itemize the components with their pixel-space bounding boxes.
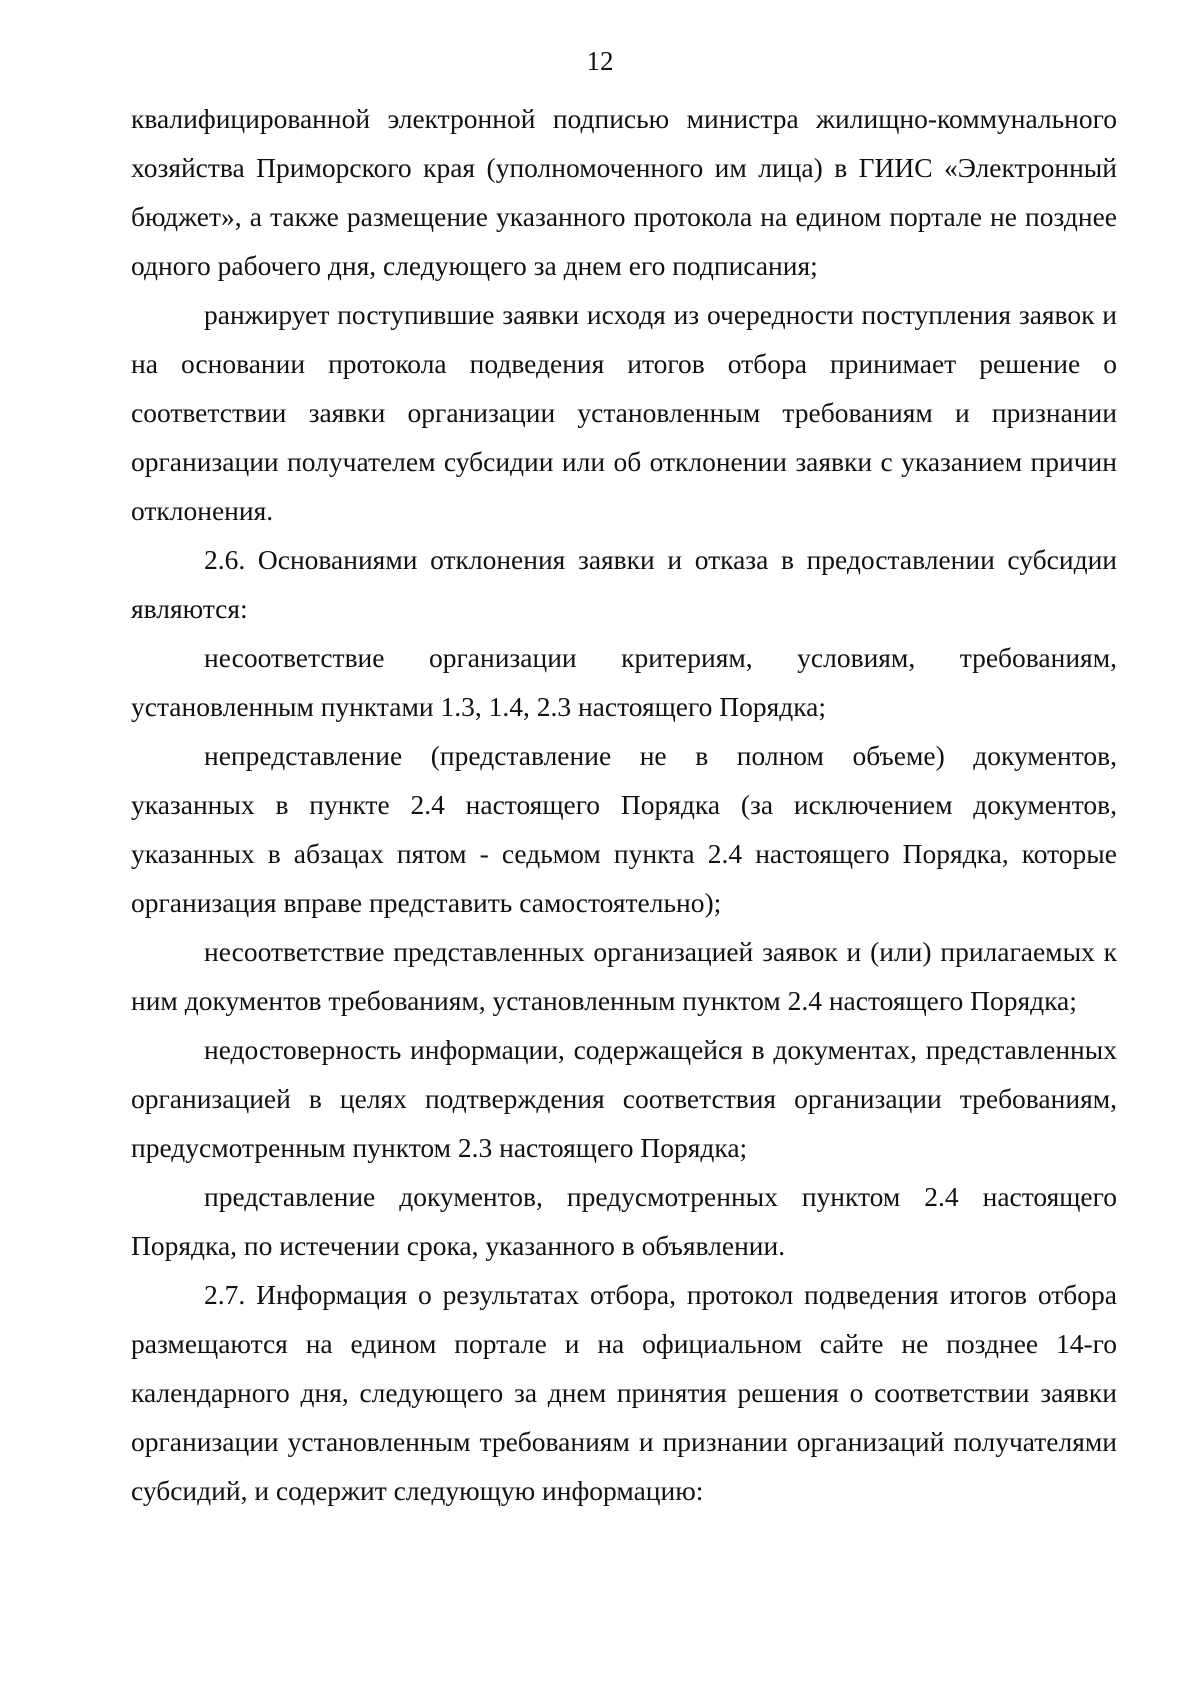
paragraph-non-submission: непредставление (представление не в полном объеме) документов, указанных в пункте 2.4 настоящего Порядка (за исключением документов, указанных в абзацах пятом - седьмом пункта 2.4 настоящего Порядка, которые организация вправе представить самостоятельно);: [131, 740, 1117, 918]
document-body: [131, 94, 1117, 1515]
page-number: 12: [586, 46, 614, 76]
paragraph-non-compliance-documents: несоответствие представленных организацией заявок и (или) прилагаемых к ним документов требованиям, установленным пунктом 2.4 настоящего Порядка;: [131, 936, 1117, 1016]
paragraph-unreliable-information: недостоверность информации, содержащейся в документах, представленных организацией в целях подтверждения соответствия организации требованиям, предусмотренным пунктом 2.3 настоящего Порядка;: [131, 1034, 1117, 1163]
paragraph-2-6-heading: 2.6. Основаниями отклонения заявки и отказа в предоставлении субсидии являются:: [131, 544, 1117, 624]
paragraph-non-compliance-criteria: несоответствие организации критериям, условиям, требованиям, установленным пунктами 1.3, 1.4, 2.3 настоящего Порядка;: [131, 642, 1117, 722]
paragraph-ranking: ранжирует поступившие заявки исходя из очередности поступления заявок и на основании протокола подведения итогов отбора принимает решение о соответствии заявки организации установленным требованиям и признании организации получателем субсидии или об отклонении заявки с указанием причин отклонения.: [131, 299, 1117, 526]
paragraph-continuation: квалифицированной электронной подписью министра жилищно-коммунального хозяйства Приморского края (уполномоченного им лица) в ГИИС «Электронный бюджет», а также размещение указанного протокола на едином портале не позднее одного рабочего дня, следующего за днем его подписания;: [131, 103, 1117, 281]
paragraph-2-7-results: 2.7. Информация о результатах отбора, протокол подведения итогов отбора размещаются на едином портале и на официальном сайте не позднее 14-го календарного дня, следующего за днем принятия решения о соответствии заявки организации установленным требованиям и признании организаций получателями субсидий, и содержит следующую информацию:: [131, 1279, 1117, 1506]
paragraph-late-submission: представление документов, предусмотренных пунктом 2.4 настоящего Порядка, по истечении срока, указанного в объявлении.: [131, 1181, 1117, 1261]
